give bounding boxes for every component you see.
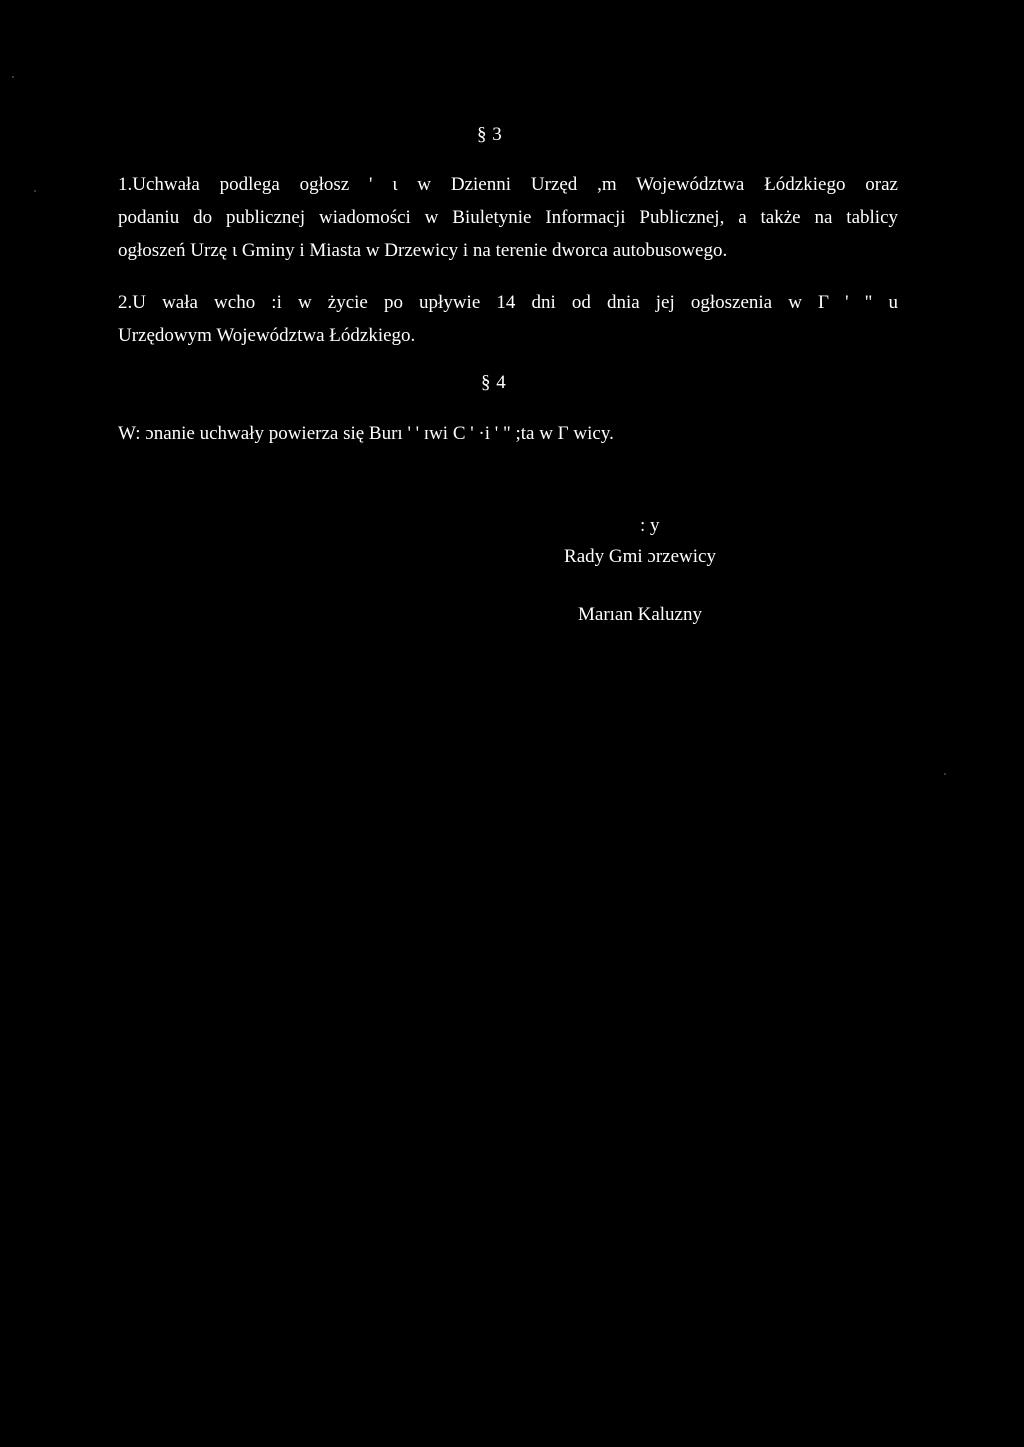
paragraph-line: 1.Uchwała podlega ogłosz ' ι w Dzienni Urzęd ,m Województwa Łódzkiego oraz xyxy=(118,174,898,195)
scan-speck xyxy=(12,76,14,78)
signature-block xyxy=(490,515,790,626)
section-4-text xyxy=(118,417,898,450)
signature-name-line: Marıan Kaluzny xyxy=(578,604,702,625)
scan-speck xyxy=(944,773,946,775)
signature-council-line: Rady Gmi ɔrzewicy xyxy=(564,546,716,567)
paragraph-line: W: ɔnanie uchwały powierza się Burı ' ' ɪwi C ' ·i ' " ;ta w Γ wicy. xyxy=(118,423,614,444)
section-3-heading: § 3 xyxy=(477,124,503,145)
paragraph-line: podaniu do publicznej wiadomości w Biuletynie Informacji Publicznej, a także na tablicy xyxy=(118,207,898,228)
signature-title-line: : y xyxy=(640,515,660,536)
scan-speck xyxy=(34,190,36,192)
paragraph-line: ogłoszeń Urzę ι Gminy i Miasta w Drzewicy i na terenie dworca autobusowego. xyxy=(118,240,728,261)
paragraph-line: Urzędowym Województwa Łódzkiego. xyxy=(118,325,416,346)
paragraph-line: 2.U wała wcho :i w życie po upływie 14 dni od dnia jej ogłoszenia w Γ ' " u xyxy=(118,292,898,313)
section-3-point-2 xyxy=(118,286,898,352)
section-4-heading: § 4 xyxy=(481,372,507,393)
section-3-point-1 xyxy=(118,168,898,267)
